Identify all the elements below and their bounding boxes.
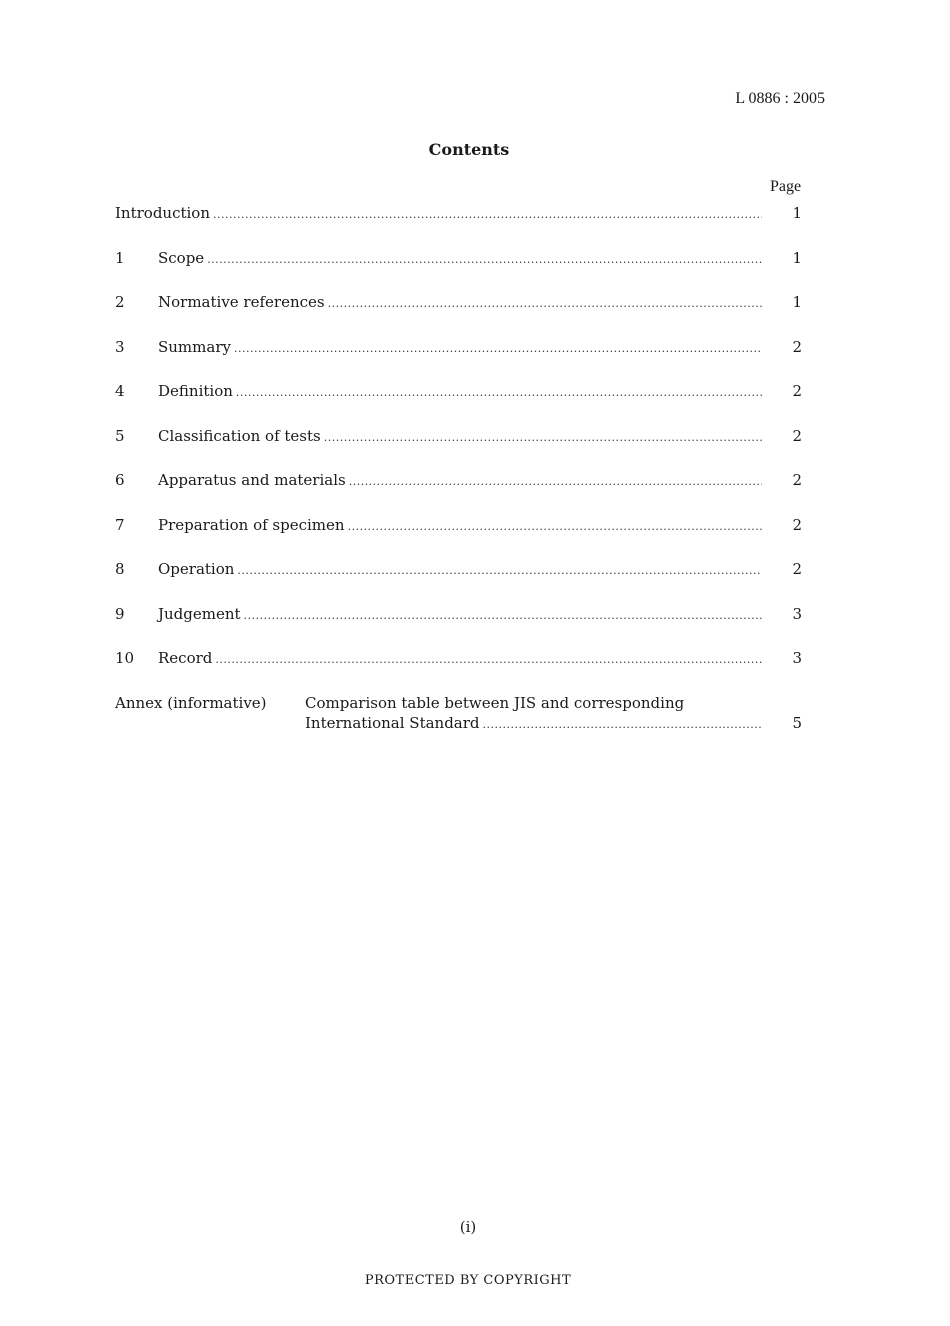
toc-entry-number: 9 [115, 604, 125, 623]
toc-entry-page: 1 [792, 248, 802, 267]
dot-leader [348, 520, 762, 533]
toc-entry-number: 1 [115, 248, 125, 267]
toc-entry[interactable] [115, 249, 805, 269]
toc-entry[interactable] [115, 605, 805, 625]
toc-entry-number: 4 [115, 382, 125, 400]
toc-entry-label: Classification of tests [158, 426, 321, 445]
toc-entry[interactable] [115, 649, 805, 669]
toc-entry-page: 1 [792, 204, 802, 222]
toc-entry-number: 2 [115, 293, 125, 311]
toc-entry-number: 3 [115, 337, 125, 356]
toc-entry-label: Operation [158, 560, 235, 578]
toc-entry-page: 2 [792, 471, 802, 489]
toc-entry-label: Record [158, 649, 213, 667]
toc-entry-page: 3 [792, 604, 802, 623]
toc-entry-label: Preparation of specimen [158, 515, 345, 534]
toc-entry[interactable] [115, 204, 805, 224]
dot-leader [483, 718, 762, 731]
dot-leader [215, 653, 762, 666]
document-number: L 0886 : 2005 [735, 90, 825, 107]
toc-entry-number: 6 [115, 471, 125, 489]
toc-entry-label: Scope [158, 248, 205, 267]
toc-entry-label: Normative references [158, 293, 325, 311]
copyright-notice: PROTECTED BY COPYRIGHT [364, 1273, 572, 1288]
dot-leader [213, 208, 762, 221]
toc-entry-page: 3 [792, 649, 802, 667]
toc-entry-annex-line2[interactable] [305, 714, 805, 734]
toc-entry-number: 5 [115, 426, 125, 445]
toc-entry[interactable] [115, 293, 805, 313]
toc-entry-page: 1 [792, 293, 802, 311]
toc-entry-page: 2 [792, 515, 802, 534]
toc-entry-label: Judgement [158, 604, 241, 623]
dot-leader [324, 431, 762, 444]
annex-page: 5 [792, 714, 802, 732]
toc-entry[interactable] [115, 338, 805, 358]
toc-entry[interactable] [115, 427, 805, 447]
dot-leader [244, 609, 762, 622]
dot-leader [328, 297, 762, 310]
toc-entry-label: Introduction [115, 204, 210, 222]
dot-leader [207, 253, 762, 266]
toc-entry-annex[interactable] [115, 694, 805, 714]
dot-leader [349, 475, 762, 488]
toc-entry-page: 2 [792, 337, 802, 356]
dot-leader [234, 342, 762, 355]
toc-entry-number: 7 [115, 515, 125, 534]
toc-entry[interactable] [115, 516, 805, 536]
toc-entry[interactable] [115, 382, 805, 402]
page-title: Contents [428, 140, 510, 159]
toc-entry-number: 10 [115, 649, 135, 667]
toc-entry-page: 2 [792, 382, 802, 400]
page-column-label: Page [770, 178, 802, 195]
toc-entry-label: Summary [158, 337, 231, 356]
toc-entry-label: Apparatus and materials [158, 471, 346, 489]
toc-entry-number: 8 [115, 560, 125, 578]
dot-leader [237, 564, 762, 577]
toc-entry[interactable] [115, 560, 805, 580]
toc-entry-page: 2 [792, 426, 802, 445]
annex-title-line2: International Standard [305, 714, 480, 732]
annex-prefix: Annex (informative) [115, 694, 267, 712]
dot-leader [236, 386, 762, 399]
footer-page-number: (i) [459, 1218, 477, 1236]
toc-entry-label: Definition [158, 382, 233, 400]
toc-entry-page: 2 [792, 560, 802, 578]
toc-entry[interactable] [115, 471, 805, 491]
annex-title-line1: Comparison table between JIS and corresponding [305, 694, 685, 712]
